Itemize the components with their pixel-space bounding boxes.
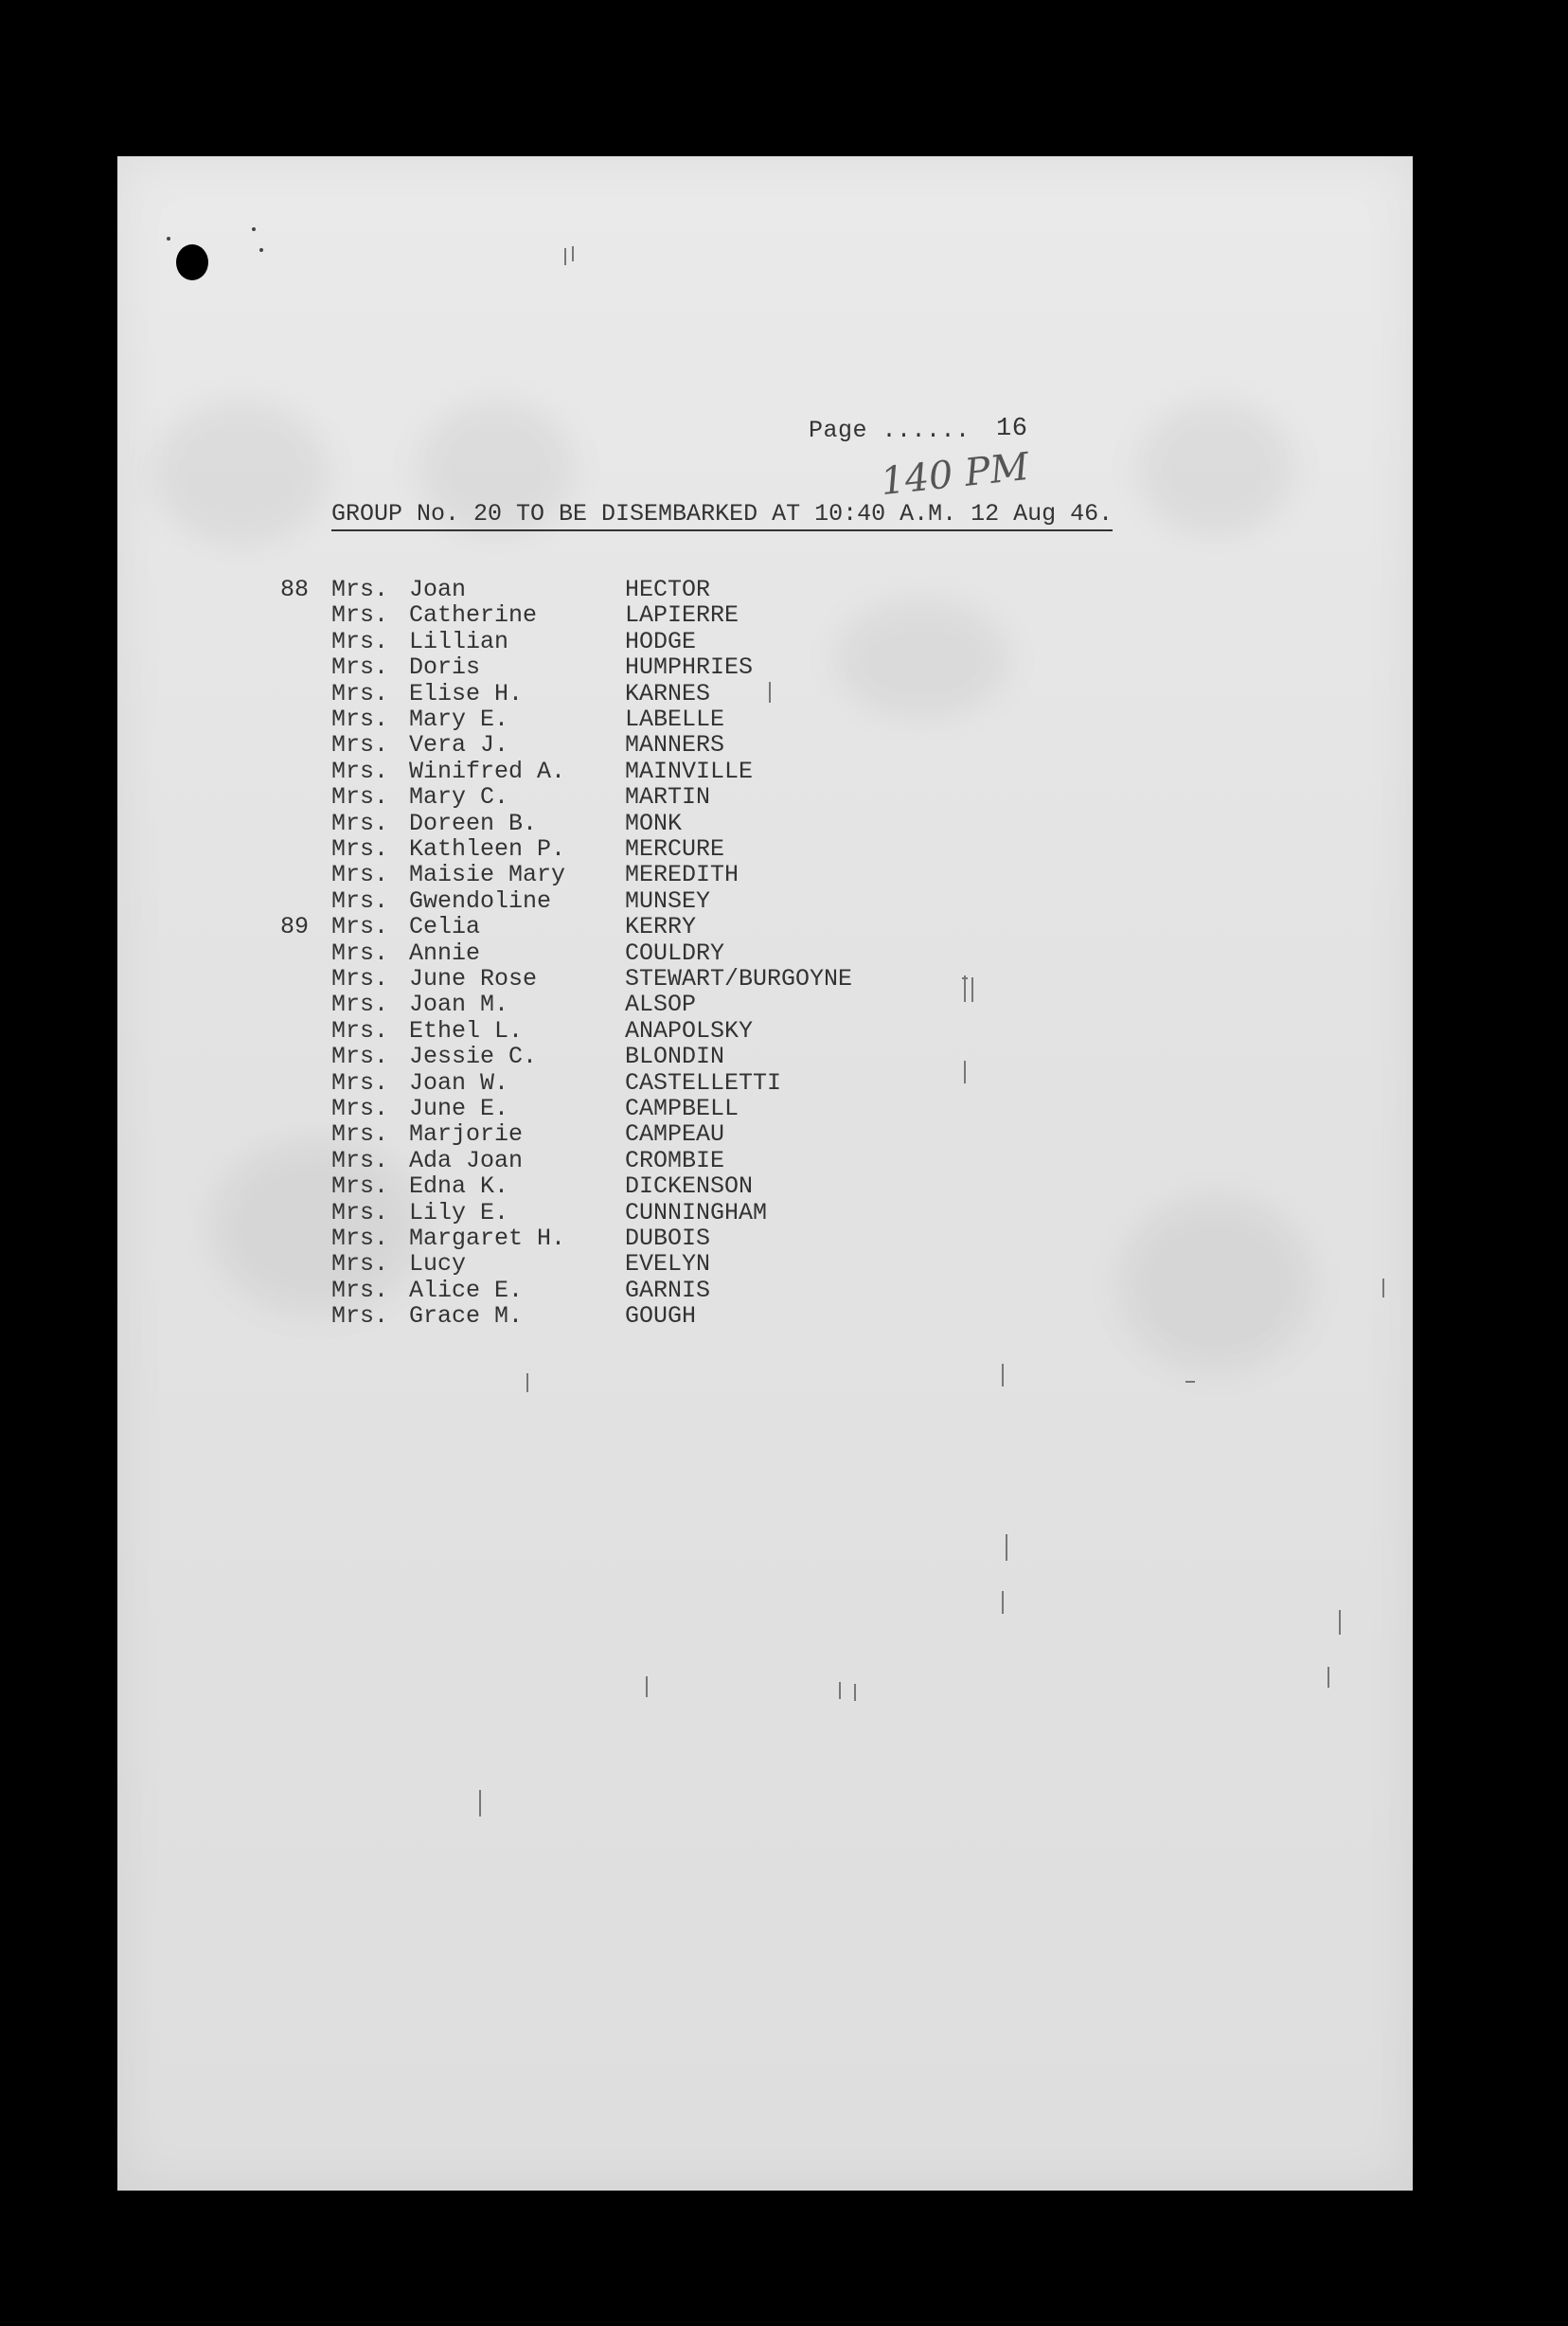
passenger-title: Mrs. <box>331 887 389 915</box>
passenger-surname: DICKENSON <box>625 1172 754 1200</box>
passenger-given-name: Grace M. <box>409 1302 524 1330</box>
scratch-mark <box>1002 1364 1004 1387</box>
passenger-surname: ALSOP <box>625 991 697 1018</box>
passenger-given-name: June Rose <box>409 965 538 993</box>
passenger-title: Mrs. <box>331 1069 389 1097</box>
list-item <box>0 601 1568 627</box>
passenger-given-name: Mary E. <box>409 706 509 733</box>
passenger-given-name: Jessie C. <box>409 1043 538 1070</box>
list-item <box>0 783 1568 809</box>
group-number: 88 <box>280 576 310 603</box>
list-item <box>0 1017 1568 1043</box>
passenger-title: Mrs. <box>331 1172 389 1200</box>
list-item <box>0 576 1568 601</box>
passenger-surname: MANNERS <box>625 731 725 759</box>
scratch-mark <box>1339 1610 1341 1635</box>
list-item <box>0 810 1568 835</box>
passenger-title: Mrs. <box>331 913 389 940</box>
passenger-given-name: Joan M. <box>409 991 509 1018</box>
scratch-mark <box>526 1373 528 1392</box>
passenger-given-name: Annie <box>409 939 481 967</box>
passenger-title: Mrs. <box>331 1302 389 1330</box>
passenger-title: Mrs. <box>331 731 389 759</box>
scratch-mark <box>964 975 966 1002</box>
list-item <box>0 887 1568 913</box>
passenger-title: Mrs. <box>331 758 389 785</box>
list-item <box>0 913 1568 939</box>
group-heading: GROUP No. 20 TO BE DISEMBARKED AT 10:40 A.M. 12 Aug 46. <box>331 500 1113 531</box>
passenger-given-name: Doris <box>409 653 481 681</box>
passenger-surname: MAINVILLE <box>625 758 754 785</box>
passenger-surname: BLONDIN <box>625 1043 725 1070</box>
list-item <box>0 1277 1568 1302</box>
passenger-surname: HUMPHRIES <box>625 653 754 681</box>
list-item <box>0 965 1568 991</box>
list-item <box>0 1225 1568 1250</box>
passenger-surname: ANAPOLSKY <box>625 1017 754 1045</box>
scratch-mark <box>646 1676 648 1697</box>
list-item <box>0 1172 1568 1198</box>
passenger-surname: KERRY <box>625 913 697 940</box>
passenger-title: Mrs. <box>331 601 389 629</box>
passenger-surname: MARTIN <box>625 783 711 811</box>
passenger-title: Mrs. <box>331 1120 389 1148</box>
list-item <box>0 680 1568 706</box>
scratch-mark <box>1382 1279 1384 1297</box>
passenger-surname: COULDRY <box>625 939 725 967</box>
passenger-given-name: Joan W. <box>409 1069 509 1097</box>
list-item <box>0 731 1568 757</box>
passenger-given-name: Vera J. <box>409 731 509 759</box>
passenger-title: Mrs. <box>331 783 389 811</box>
passenger-title: Mrs. <box>331 1043 389 1070</box>
list-item <box>0 1250 1568 1276</box>
passenger-title: Mrs. <box>331 1225 389 1252</box>
passenger-surname: GARNIS <box>625 1277 711 1304</box>
page-label: Page ...... <box>809 417 971 444</box>
list-item <box>0 1302 1568 1328</box>
list-item <box>0 1043 1568 1068</box>
scratch-mark <box>769 682 771 703</box>
passenger-given-name: Doreen B. <box>409 810 538 837</box>
passenger-title: Mrs. <box>331 1277 389 1304</box>
passenger-given-name: Marjorie <box>409 1120 524 1148</box>
passenger-surname: LAPIERRE <box>625 601 739 629</box>
list-item <box>0 1069 1568 1095</box>
scratch-mark <box>971 977 973 1002</box>
passenger-title: Mrs. <box>331 1147 389 1174</box>
passenger-given-name: Lillian <box>409 628 509 655</box>
passenger-given-name: Kathleen P. <box>409 835 566 863</box>
scratch-mark <box>962 977 968 979</box>
passenger-surname: CROMBIE <box>625 1147 725 1174</box>
passenger-given-name: Edna K. <box>409 1172 509 1200</box>
passenger-surname: CASTELLETTI <box>625 1069 782 1097</box>
scratch-mark <box>1006 1534 1007 1561</box>
list-item <box>0 758 1568 783</box>
list-item <box>0 991 1568 1016</box>
passenger-surname: EVELYN <box>625 1250 711 1278</box>
list-item <box>0 1120 1568 1146</box>
passenger-surname: LABELLE <box>625 706 725 733</box>
passenger-given-name: Winifred A. <box>409 758 566 785</box>
list-item <box>0 861 1568 886</box>
passenger-given-name: Ethel L. <box>409 1017 524 1045</box>
scratch-mark <box>1185 1381 1195 1383</box>
passenger-title: Mrs. <box>331 939 389 967</box>
passenger-given-name: Gwendoline <box>409 887 552 915</box>
passenger-surname: KARNES <box>625 680 711 707</box>
passenger-surname: CUNNINGHAM <box>625 1199 768 1226</box>
passenger-surname: MEREDITH <box>625 861 739 888</box>
passenger-surname: MUNSEY <box>625 887 711 915</box>
passenger-title: Mrs. <box>331 835 389 863</box>
passenger-title: Mrs. <box>331 680 389 707</box>
scratch-mark <box>1327 1667 1329 1688</box>
passenger-surname: GOUGH <box>625 1302 697 1330</box>
passenger-title: Mrs. <box>331 1250 389 1278</box>
scratch-mark <box>854 1684 856 1701</box>
passenger-surname: CAMPBELL <box>625 1095 739 1122</box>
passenger-title: Mrs. <box>331 706 389 733</box>
passenger-title: Mrs. <box>331 810 389 837</box>
passenger-given-name: Alice E. <box>409 1277 524 1304</box>
page-number: 16 <box>996 415 1028 443</box>
passenger-surname: MONK <box>625 810 683 837</box>
scratch-mark <box>839 1682 841 1699</box>
scratch-mark <box>479 1790 481 1816</box>
group-number: 89 <box>280 913 310 940</box>
list-item <box>0 1147 1568 1172</box>
passenger-surname: HECTOR <box>625 576 711 603</box>
passenger-title: Mrs. <box>331 991 389 1018</box>
list-item <box>0 939 1568 965</box>
passenger-surname: HODGE <box>625 628 697 655</box>
list-item <box>0 653 1568 679</box>
passenger-given-name: Joan <box>409 576 467 603</box>
list-item <box>0 628 1568 653</box>
passenger-given-name: June E. <box>409 1095 509 1122</box>
passenger-surname: CAMPEAU <box>625 1120 725 1148</box>
scratch-mark <box>572 246 574 261</box>
passenger-title: Mrs. <box>331 1199 389 1226</box>
list-item <box>0 1095 1568 1120</box>
passenger-given-name: Elise H. <box>409 680 524 707</box>
list-item <box>0 706 1568 731</box>
passenger-title: Mrs. <box>331 1017 389 1045</box>
passenger-given-name: Catherine <box>409 601 538 629</box>
passenger-given-name: Maisie Mary <box>409 861 566 888</box>
passenger-title: Mrs. <box>331 965 389 993</box>
passenger-given-name: Mary C. <box>409 783 509 811</box>
passenger-surname: DUBOIS <box>625 1225 711 1252</box>
scratch-mark <box>564 248 566 265</box>
list-item <box>0 1199 1568 1225</box>
passenger-title: Mrs. <box>331 576 389 603</box>
handwritten-note: 140 PM <box>879 444 1031 505</box>
list-item <box>0 835 1568 861</box>
scratch-mark <box>1002 1591 1004 1614</box>
passenger-title: Mrs. <box>331 628 389 655</box>
passenger-surname: MERCURE <box>625 835 725 863</box>
passenger-title: Mrs. <box>331 1095 389 1122</box>
passenger-given-name: Margaret H. <box>409 1225 566 1252</box>
scratch-mark <box>964 1061 966 1083</box>
passenger-given-name: Ada Joan <box>409 1147 524 1174</box>
passenger-given-name: Celia <box>409 913 481 940</box>
passenger-given-name: Lily E. <box>409 1199 509 1226</box>
passenger-title: Mrs. <box>331 653 389 681</box>
passenger-given-name: Lucy <box>409 1250 467 1278</box>
passenger-surname: STEWART/BURGOYNE <box>625 965 853 993</box>
passenger-title: Mrs. <box>331 861 389 888</box>
